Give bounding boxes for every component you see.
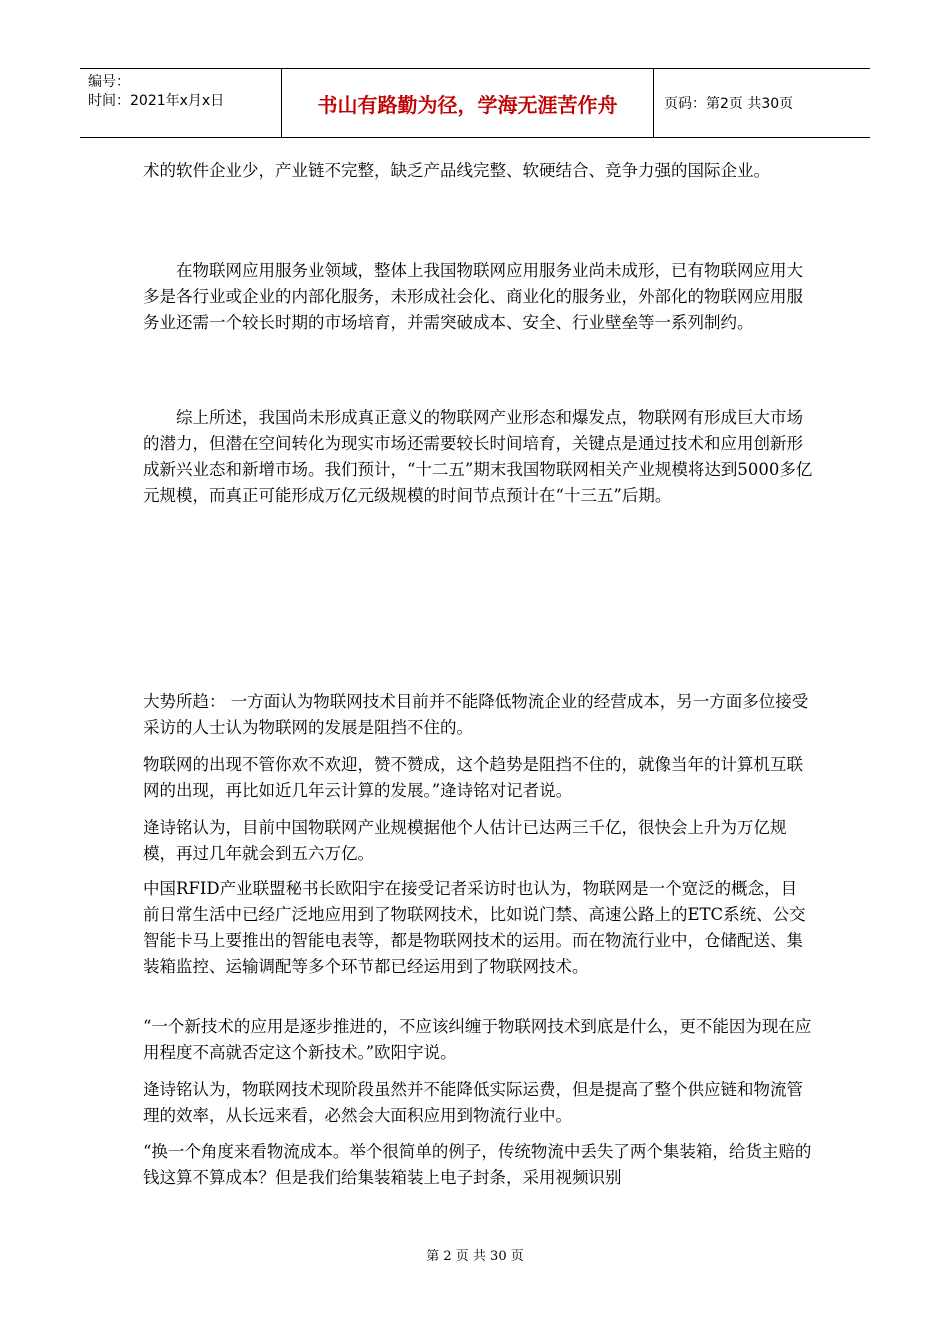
body-paragraph: 在物联网应用服务业领域，整体上我国物联网应用服务业尚未成形，已有物联网应用大多是各行业或企业的内部化服务，未形成社会化、商业化的服务业，外部化的物联网应用服务业还需一个较长时期的市场培育，并需突破成本、安全、行业壁垒等一系列制约。 [143, 261, 803, 332]
body-paragraph: 逄诗铭认为，物联网技术现阶段虽然并不能降低实际运费，但是提高了整个供应链和物流管理的效率，从长远来看，必然会大面积应用到物流行业中。 [143, 1080, 803, 1125]
header-page-cell [654, 69, 870, 137]
paragraph-block-5 [143, 752, 813, 804]
header-motto-cell [282, 69, 654, 137]
paragraph-block-9 [143, 1077, 813, 1129]
paragraph-block-2 [143, 258, 813, 336]
paragraph-block-7 [143, 876, 813, 980]
body-paragraph: 逄诗铭认为，目前中国物联网产业规模据他个人估计已达两三千亿，很快会上升为万亿规模，再过几年就会到五六万亿。 [143, 818, 787, 863]
paragraph-block-10 [143, 1139, 813, 1191]
header-page-info: 页码：第2页 共30页 [664, 96, 794, 112]
body-paragraph: 综上所述，我国尚未形成真正意义的物联网产业形态和爆发点，物联网有形成巨大市场的潜力，但潜在空间转化为现实市场还需要较长时间培育，关键点是通过技术和应用创新形成新兴业态和新增市场。我们预计，“十二五”期末我国物联网相关产业规模将达到5000多亿元规模，而真正可能形成万亿元级规模的时间节点预计在“十三五”后期。 [143, 408, 813, 505]
body-paragraph: 大势所趋： 一方面认为物联网技术目前并不能降低物流企业的经营成本，另一方面多位接受采访的人士认为物联网的发展是阻挡不住的。 [143, 692, 809, 737]
paragraph-block-6 [143, 815, 813, 867]
document-number-label: 编号： [88, 74, 130, 90]
paragraph-block-8 [143, 1014, 813, 1066]
body-paragraph: “换一个角度来看物流成本。举个很简单的例子，传统物流中丢失了两个集装箱，给货主赔的钱这算不算成本？但是我们给集装箱装上电子封条，采用视频识别 [143, 1142, 812, 1187]
body-paragraph: 术的软件企业少，产业链不完整，缺乏产品线完整、软硬结合、竞争力强的国际企业。 [143, 161, 770, 180]
page-footer: 第 2 页 共 30 页 [426, 1249, 524, 1264]
body-paragraph: 物联网的出现不管你欢不欢迎，赞不赞成，这个趋势是阻挡不住的，就像当年的计算机互联网的出现，再比如近几年云计算的发展。”逄诗铭对记者说。 [143, 755, 803, 800]
header-motto: 书山有路勤为径，学海无涯苦作舟 [317, 92, 618, 117]
header-table [80, 68, 870, 138]
paragraph-block-1 [143, 158, 813, 184]
document-date: 时间：2021年x月x日 [88, 93, 225, 109]
body-paragraph: “一个新技术的应用是逐步推进的，不应该纠缠于物联网技术到底是什么，更不能因为现在应用程度不高就否定这个新技术。”欧阳宇说。 [143, 1017, 812, 1062]
paragraph-block-4 [143, 689, 813, 741]
header-meta-cell [80, 69, 282, 137]
body-paragraph: 中国RFID产业联盟秘书长欧阳宇在接受记者采访时也认为，物联网是一个宽泛的概念，目前日常生活中已经广泛地应用到了物联网技术，比如说门禁、高速公路上的ETC系统、公交智能卡马上要推出的智能电表等，都是物联网技术的运用。而在物流行业中，仓储配送、集装箱监控、运输调配等多个环节都已经运用到了物联网技术。 [143, 879, 806, 976]
paragraph-block-3 [143, 405, 813, 509]
